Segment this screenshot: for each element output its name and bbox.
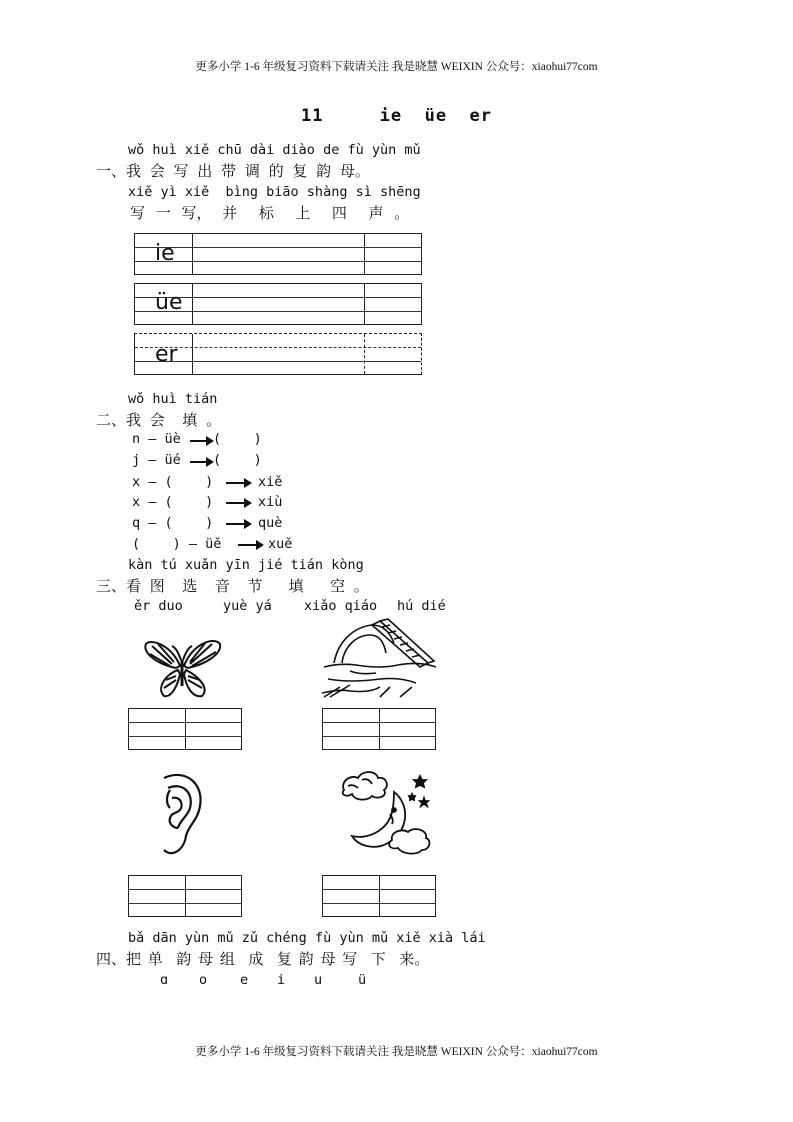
writing-grid-ue[interactable]	[134, 283, 422, 325]
vowel-ie: ie	[155, 241, 175, 266]
arrow-6	[238, 544, 262, 546]
section3-pinyin: kàn tú xuǎn yīn jié tián kòng	[128, 557, 364, 573]
arrow-2	[190, 461, 212, 463]
writing-grid-ie[interactable]	[134, 233, 422, 275]
vowel-v: ü	[358, 972, 367, 988]
writing-grid-er[interactable]	[134, 333, 422, 375]
fill-line-6-right: xuě	[268, 536, 293, 552]
vowel-ue: üe	[155, 290, 183, 315]
fill-line-2-left: j — üé	[132, 452, 181, 468]
section1-pinyin-2: xiě yì xiě bìng biāo shàng sì shēng	[128, 184, 421, 200]
section1-instruction: 写 一 写， 并 标 上 四 声 。	[130, 204, 410, 222]
answer-grid-ear[interactable]	[128, 875, 242, 917]
word-option-hudie: hú dié	[397, 598, 446, 614]
section4-pinyin: bǎ dān yùn mǔ zǔ chéng fù yùn mǔ xiě xià lái	[128, 930, 486, 946]
fill-line-3-right: xiě	[258, 474, 283, 490]
answer-grid-moon[interactable]	[322, 875, 436, 917]
page-footer: 更多小学 1-6 年级复习资料下载请关注 我是晓慧 WEIXIN 公众号：xiaohui77com	[195, 1046, 598, 1058]
ear-icon	[146, 770, 206, 858]
section2-heading: 二、我 会 填 。	[96, 411, 222, 429]
fill-line-3-left[interactable]: x — ( )	[132, 474, 214, 490]
vowel-a: ɑ	[160, 972, 169, 988]
arrow-5	[226, 523, 250, 525]
word-option-xiaoqiao: xiǎo qiáo	[304, 598, 378, 614]
word-option-yueya: yuè yá	[223, 598, 272, 614]
fill-line-5-left[interactable]: q — ( )	[132, 515, 214, 531]
fill-line-1-right[interactable]: ( )	[213, 431, 262, 447]
lesson-title: 11 ie üe er	[301, 106, 492, 126]
page-header: 更多小学 1-6 年级复习资料下载请关注 我是晓慧 WEIXIN 公众号：xiaohui77com	[195, 61, 598, 73]
answer-grid-bridge[interactable]	[322, 708, 436, 750]
vowel-e: e	[240, 972, 249, 988]
fill-line-5-right: què	[258, 515, 283, 531]
bridge-icon	[320, 617, 438, 699]
fill-line-4-left[interactable]: x — ( )	[132, 494, 214, 510]
fill-line-4-right: xiù	[258, 494, 283, 510]
arrow-4	[226, 502, 250, 504]
arrow-1	[190, 440, 212, 442]
fill-line-1-left: n — üè	[132, 431, 181, 447]
moon-icon	[334, 768, 434, 856]
word-option-erduo: ěr duo	[134, 598, 183, 614]
fill-line-6-left[interactable]: ( ) — üě	[132, 536, 222, 552]
vowel-u: u	[314, 972, 323, 988]
butterfly-icon	[142, 636, 222, 700]
section1-pinyin-1: wǒ huì xiě chū dài diào de fù yùn mǔ	[128, 142, 421, 158]
vowel-er: er	[155, 342, 178, 367]
arrow-3	[226, 482, 250, 484]
vowel-o: o	[199, 972, 208, 988]
section3-heading: 三、看 图 选 音 节 填 空 。	[96, 577, 369, 595]
fill-line-2-right[interactable]: ( )	[213, 452, 262, 468]
section2-pinyin: wǒ huì tián	[128, 391, 218, 407]
section1-heading: 一、我 会 写 出 带 调 的 复 韵 母。	[96, 162, 370, 180]
vowel-i: i	[277, 972, 286, 988]
section4-heading: 四、把 单 韵 母 组 成 复 韵 母 写 下 来。	[96, 950, 430, 968]
answer-grid-butterfly[interactable]	[128, 708, 242, 750]
